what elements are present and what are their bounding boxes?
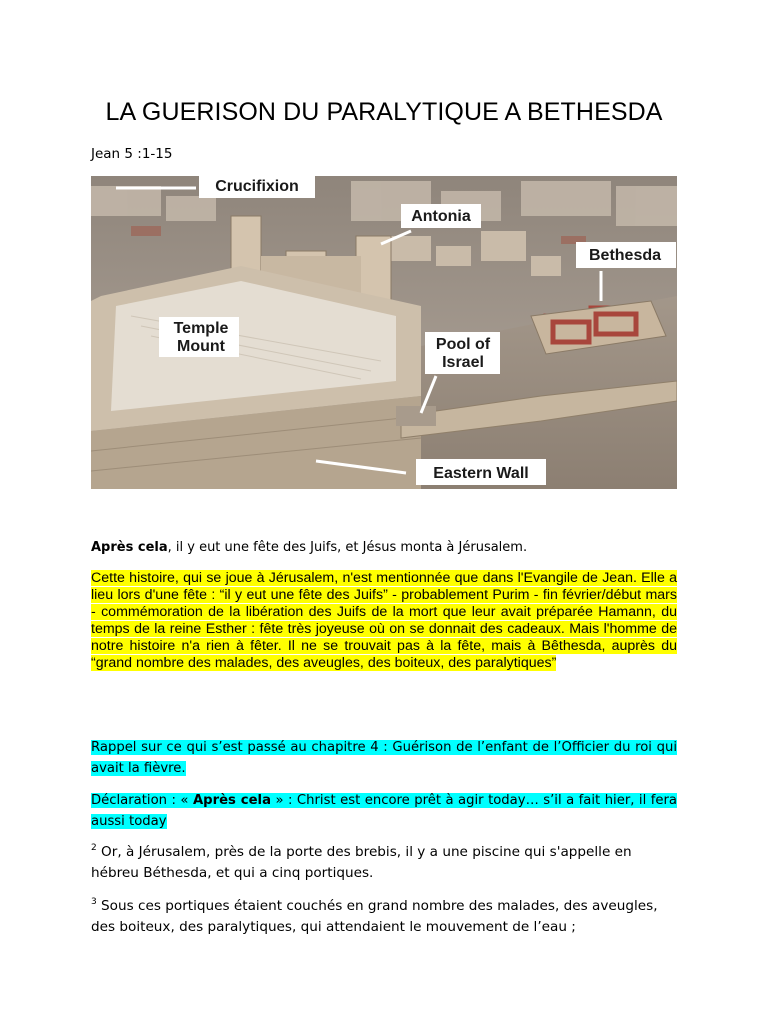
- verse-2-number: 2: [91, 843, 97, 853]
- yellow-commentary-text: Cette histoire, qui se joue à Jérusalem, n'est mentionnée que dans l'Evangile de Jean. Elle a lieu lors d'une fête : “il y eut une fête des Juifs” - probablement Purim - fin février/début mars - commémoration de la libération des Juifs de la mort que leur avait préparée Hamann, du temps de la reine Esther : fête très joyeuse où on se donnait des cadeaux. Mais l'homme de notre histoire n'a rien à fêter. Il ne se trouvait pas à la fête, mais à Bêthesda, auprès du “grand nombre des malades, des aveugles, des boiteux, des paralytiques”: [91, 570, 677, 671]
- intro-bold: Après cela: [91, 540, 168, 555]
- label-antonia: Antonia: [411, 208, 471, 225]
- jerusalem-model-illustration: [91, 176, 677, 489]
- cyan-recall: [91, 737, 677, 779]
- label-mount: Mount: [177, 338, 225, 355]
- declaration-suffix: » :: [270, 793, 297, 808]
- label-crucifixion: Crucifixion: [215, 178, 299, 195]
- label-israel: Israel: [442, 354, 484, 371]
- verse-2: [91, 842, 681, 884]
- page-title: LA GUERISON DU PARALYTIQUE A BETHESDA: [105, 98, 663, 126]
- jerusalem-model-photo: [91, 176, 677, 489]
- cyan-recall-text: Rappel sur ce qui s’est passé au chapitre 4 : Guérison de l’enfant de l’Officier du roi qui avait la fièvre.: [91, 740, 677, 776]
- paragraph-intro: [91, 539, 681, 557]
- scripture-reference: Jean 5 :1-15: [91, 146, 173, 162]
- declaration-rest: Christ est encore prêt à agir today… s’il a fait hier, il fera aussi today: [91, 793, 677, 829]
- declaration-text: [91, 793, 297, 808]
- declaration: [91, 790, 677, 832]
- declaration-bold: Après cela: [192, 793, 271, 808]
- intro-rest: , il y eut une fête des Juifs, et Jésus monta à Jérusalem.: [167, 540, 528, 555]
- verse-3: [91, 896, 681, 938]
- verse-3-number: 3: [91, 897, 97, 907]
- declaration-prefix: Déclaration : «: [91, 793, 193, 808]
- label-bethesda: Bethesda: [588, 247, 662, 264]
- verse-2-text: Or, à Jérusalem, près de la porte des brebis, il y a une piscine qui s'appelle en hébreu Béthesda, et qui a cinq portiques.: [91, 844, 632, 881]
- yellow-commentary: [91, 570, 677, 672]
- label-temple: Temple: [173, 320, 229, 337]
- label-eastern-wall: Eastern Wall: [433, 465, 529, 482]
- verse-3-text: Sous ces portiques étaient couchés en grand nombre des malades, des aveugles, des boiteux, des paralytiques, qui attendaient le mouvement de l’eau ;: [91, 898, 658, 935]
- label-pool-of: Pool of: [435, 336, 491, 353]
